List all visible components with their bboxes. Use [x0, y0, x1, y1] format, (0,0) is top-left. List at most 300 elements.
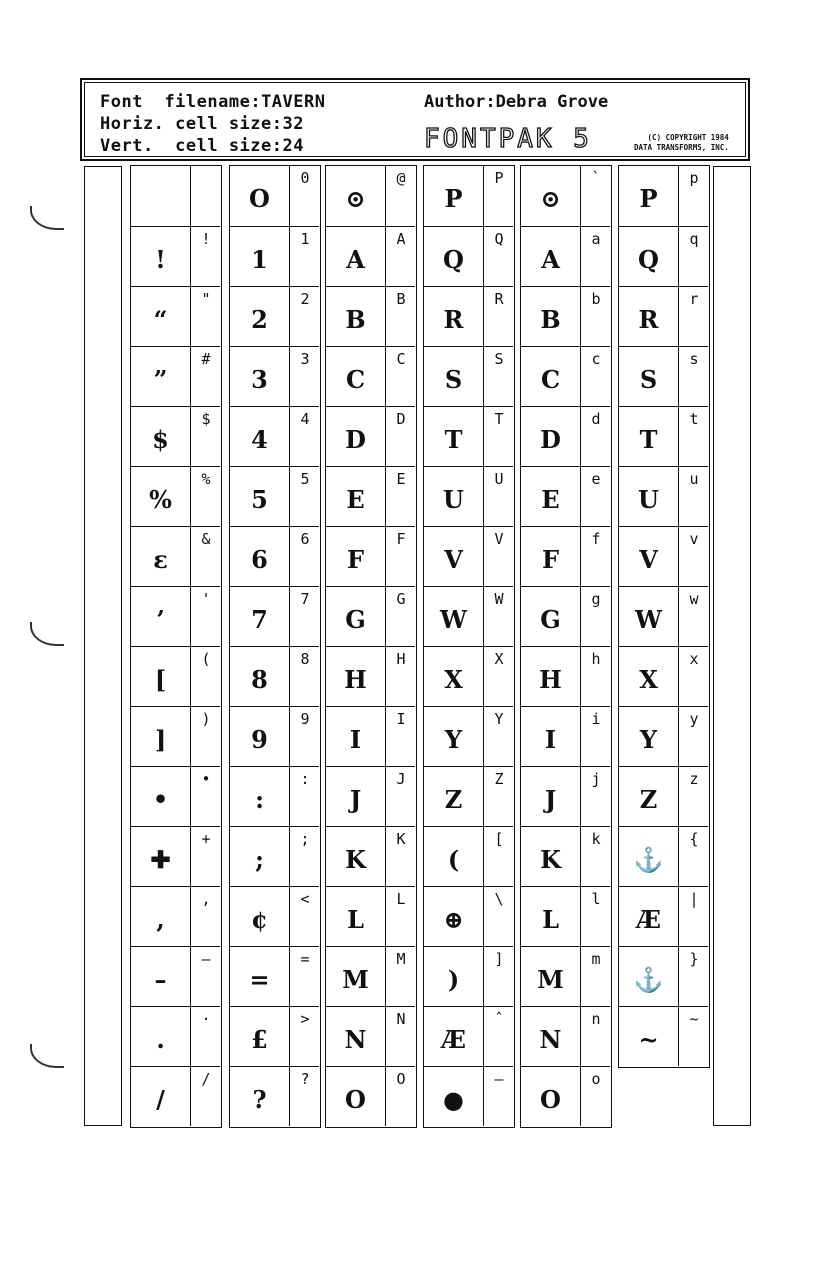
- glyph-cell: [521, 526, 610, 586]
- font-glyph: C: [540, 365, 561, 394]
- key-character: `: [591, 169, 601, 187]
- font-glyph: •: [152, 785, 169, 814]
- glyph-cell: [619, 766, 708, 826]
- font-glyph: O: [345, 1085, 366, 1114]
- font-glyph: K: [345, 845, 366, 874]
- key-character: E: [396, 470, 406, 488]
- key-character: ~: [689, 1010, 699, 1028]
- key-character: R: [494, 290, 504, 308]
- glyph-cell: [424, 766, 513, 826]
- font-glyph: ε: [153, 545, 168, 574]
- key-character: V: [494, 530, 504, 548]
- glyph-cell: [131, 406, 220, 466]
- key-character: o: [591, 1070, 601, 1088]
- key-character: ): [201, 710, 211, 728]
- font-glyph: Q: [443, 245, 464, 274]
- author-value: Debra Grove: [495, 92, 609, 112]
- cell-divider: [289, 647, 290, 706]
- vert-cell-size-value: 24: [282, 136, 304, 156]
- glyph-cell: [326, 706, 415, 766]
- cell-divider: [483, 647, 484, 706]
- key-character: Y: [494, 710, 504, 728]
- glyph-cell: [131, 346, 220, 406]
- font-glyph: W: [440, 605, 467, 634]
- cell-divider: [289, 407, 290, 466]
- font-glyph: A: [541, 245, 560, 274]
- key-character: #: [201, 350, 211, 368]
- glyph-cell: [521, 406, 610, 466]
- font-glyph: B: [345, 305, 366, 334]
- font-glyph: I: [544, 725, 557, 754]
- glyph-cell: [521, 886, 610, 946]
- binder-hole: [30, 622, 64, 646]
- key-character: N: [396, 1010, 406, 1028]
- glyph-cell: [131, 1006, 220, 1066]
- font-glyph: !: [155, 245, 166, 274]
- font-glyph: ’: [156, 605, 165, 634]
- glyph-cell: [230, 766, 319, 826]
- cell-divider: [483, 166, 484, 226]
- glyph-cell: [131, 826, 220, 886]
- key-character: >: [300, 1010, 310, 1028]
- glyph-cell: [521, 946, 610, 1006]
- key-character: j: [591, 770, 601, 788]
- font-glyph: M: [342, 965, 369, 994]
- font-glyph: V: [444, 545, 463, 574]
- key-character: q: [689, 230, 699, 248]
- cell-divider: [190, 587, 191, 646]
- key-character: ?: [300, 1070, 310, 1088]
- glyph-cell: [424, 466, 513, 526]
- key-character: u: [689, 470, 699, 488]
- key-character: a: [591, 230, 601, 248]
- cell-divider: [580, 707, 581, 766]
- cell-divider: [385, 827, 386, 886]
- cell-divider: [483, 347, 484, 406]
- font-glyph: P: [639, 184, 658, 213]
- cell-divider: [678, 827, 679, 886]
- font-glyph: ]: [154, 725, 167, 754]
- author-line: [424, 92, 608, 112]
- font-glyph: Z: [444, 785, 463, 814]
- key-character: v: [689, 530, 699, 548]
- glyph-cell: [424, 1066, 513, 1126]
- font-glyph: S: [639, 365, 658, 394]
- horiz-cell-size-label: Horiz. cell size:: [100, 114, 283, 134]
- cell-divider: [385, 407, 386, 466]
- cell-divider: [580, 1067, 581, 1126]
- key-character: @: [396, 169, 406, 187]
- glyph-cell: [424, 226, 513, 286]
- font-glyph: (: [447, 845, 460, 874]
- font-glyph: 4: [251, 425, 268, 454]
- key-character: 6: [300, 530, 310, 548]
- cell-divider: [385, 527, 386, 586]
- key-character: –: [201, 950, 211, 968]
- key-character: L: [396, 890, 406, 908]
- glyph-cell: [424, 526, 513, 586]
- key-character: <: [300, 890, 310, 908]
- key-character: f: [591, 530, 601, 548]
- cell-divider: [678, 587, 679, 646]
- cell-divider: [385, 1007, 386, 1066]
- key-character: ]: [494, 950, 504, 968]
- glyph-cell: [230, 406, 319, 466]
- cell-divider: [678, 527, 679, 586]
- cell-divider: [385, 1067, 386, 1126]
- key-character: W: [494, 590, 504, 608]
- cell-divider: [190, 1007, 191, 1066]
- cell-divider: [580, 287, 581, 346]
- key-character: 2: [300, 290, 310, 308]
- cell-divider: [289, 166, 290, 226]
- right-margin-rail: [713, 166, 751, 1126]
- cell-divider: [289, 527, 290, 586]
- glyph-cell: [619, 466, 708, 526]
- cell-divider: [483, 227, 484, 286]
- glyph-cell: [521, 646, 610, 706]
- font-glyph: £: [251, 1025, 268, 1054]
- glyph-cell: [230, 946, 319, 1006]
- glyph-cell: [424, 646, 513, 706]
- glyph-cell: [326, 946, 415, 1006]
- cell-divider: [483, 407, 484, 466]
- key-character: i: [591, 710, 601, 728]
- glyph-cell: [619, 166, 708, 226]
- glyph-cell: [619, 826, 708, 886]
- font-glyph: Z: [639, 785, 658, 814]
- font-glyph: ●: [443, 1085, 464, 1114]
- key-character: :: [300, 770, 310, 788]
- glyph-cell: [521, 826, 610, 886]
- cell-divider: [580, 227, 581, 286]
- glyph-cell: [131, 766, 220, 826]
- glyph-column: [423, 165, 515, 1128]
- glyph-cell: [131, 886, 220, 946]
- font-glyph: 2: [251, 305, 268, 334]
- font-glyph: H: [344, 665, 367, 694]
- cell-divider: [190, 287, 191, 346]
- key-character: %: [201, 470, 211, 488]
- cell-divider: [385, 467, 386, 526]
- font-glyph: C: [345, 365, 366, 394]
- cell-divider: [289, 707, 290, 766]
- key-character: +: [201, 830, 211, 848]
- cell-divider: [385, 227, 386, 286]
- font-glyph: L: [347, 905, 364, 934]
- key-character: B: [396, 290, 406, 308]
- glyph-cell: [131, 466, 220, 526]
- font-glyph: %: [149, 485, 172, 514]
- glyph-cell: [619, 706, 708, 766]
- glyph-cell: [424, 286, 513, 346]
- cell-divider: [289, 1067, 290, 1126]
- font-glyph: –: [154, 965, 167, 994]
- key-character: g: [591, 590, 601, 608]
- font-glyph: [: [154, 665, 167, 694]
- glyph-column: [520, 165, 612, 1128]
- cell-divider: [580, 827, 581, 886]
- cell-divider: [678, 287, 679, 346]
- key-character: •: [201, 770, 211, 788]
- key-character: e: [591, 470, 601, 488]
- cell-divider: [385, 287, 386, 346]
- key-character: k: [591, 830, 601, 848]
- glyph-cell: [131, 1066, 220, 1126]
- cell-divider: [289, 227, 290, 286]
- key-character: F: [396, 530, 406, 548]
- font-glyph: B: [540, 305, 561, 334]
- cell-divider: [289, 467, 290, 526]
- key-character: l: [591, 890, 601, 908]
- cell-divider: [678, 407, 679, 466]
- glyph-cell: [619, 646, 708, 706]
- glyph-column: [130, 165, 222, 1128]
- glyph-cell: [424, 406, 513, 466]
- glyph-cell: [619, 1006, 708, 1066]
- key-character: ': [201, 590, 211, 608]
- cell-divider: [678, 767, 679, 826]
- cell-divider: [580, 887, 581, 946]
- cell-divider: [580, 407, 581, 466]
- glyph-cell: [424, 166, 513, 226]
- cell-divider: [580, 947, 581, 1006]
- copyright-line: (C) COPYRIGHT 1984: [647, 133, 729, 142]
- key-character: S: [494, 350, 504, 368]
- glyph-cell: [619, 286, 708, 346]
- key-character: P: [494, 169, 504, 187]
- cell-divider: [580, 1007, 581, 1066]
- glyph-cell: [326, 286, 415, 346]
- key-character: G: [396, 590, 406, 608]
- key-character: X: [494, 650, 504, 668]
- glyph-cell: [230, 286, 319, 346]
- font-glyph: J: [349, 785, 362, 814]
- key-character: !: [201, 230, 211, 248]
- glyph-cell: [424, 586, 513, 646]
- glyph-cell: [230, 526, 319, 586]
- font-glyph: ¢: [251, 905, 268, 934]
- vert-cell-size-label: Vert. cell size:: [100, 136, 283, 156]
- font-glyph: D: [345, 425, 366, 454]
- cell-divider: [678, 166, 679, 226]
- font-glyph: Y: [444, 725, 463, 754]
- key-character: 1: [300, 230, 310, 248]
- cell-divider: [190, 827, 191, 886]
- cell-divider: [580, 166, 581, 226]
- cell-divider: [483, 887, 484, 946]
- cell-divider: [289, 767, 290, 826]
- glyph-cell: [326, 886, 415, 946]
- key-character: O: [396, 1070, 406, 1088]
- cell-divider: [289, 287, 290, 346]
- copyright-notice: [634, 133, 729, 153]
- cell-divider: [289, 347, 290, 406]
- glyph-cell: [521, 226, 610, 286]
- cell-divider: [385, 707, 386, 766]
- cell-divider: [190, 767, 191, 826]
- glyph-cell: [230, 826, 319, 886]
- key-character: 4: [300, 410, 310, 428]
- key-character: ˆ: [494, 1010, 504, 1028]
- glyph-cell: [521, 466, 610, 526]
- cell-divider: [190, 407, 191, 466]
- font-glyph: F: [346, 545, 365, 574]
- key-character: M: [396, 950, 406, 968]
- cell-divider: [483, 1067, 484, 1126]
- cell-divider: [190, 1067, 191, 1126]
- font-glyph: U: [443, 485, 464, 514]
- font-glyph: 8: [251, 665, 268, 694]
- font-glyph: G: [345, 605, 366, 634]
- font-glyph: =: [249, 965, 270, 994]
- cell-divider: [483, 827, 484, 886]
- key-character: s: [689, 350, 699, 368]
- cell-divider: [678, 647, 679, 706]
- font-glyph: ⊙: [345, 184, 366, 213]
- font-glyph: /: [156, 1085, 165, 1114]
- company-line: DATA TRANSFORMS, INC.: [634, 143, 729, 152]
- key-character: m: [591, 950, 601, 968]
- cell-divider: [385, 767, 386, 826]
- key-character: H: [396, 650, 406, 668]
- cell-divider: [385, 887, 386, 946]
- glyph-cell: [424, 706, 513, 766]
- font-glyph: ✚: [150, 845, 171, 874]
- key-character: Z: [494, 770, 504, 788]
- glyph-cell: [521, 706, 610, 766]
- key-character: 9: [300, 710, 310, 728]
- fontpak-logo: FONTPAK 5: [424, 124, 592, 154]
- key-character: $: [201, 410, 211, 428]
- glyph-cell: [619, 226, 708, 286]
- key-character: y: [689, 710, 699, 728]
- key-character: \: [494, 890, 504, 908]
- font-glyph: E: [346, 485, 365, 514]
- glyph-cell: [521, 766, 610, 826]
- cell-divider: [190, 887, 191, 946]
- key-character: 8: [300, 650, 310, 668]
- key-character: [: [494, 830, 504, 848]
- glyph-cell: [424, 826, 513, 886]
- cell-divider: [483, 1007, 484, 1066]
- font-info-header: [80, 78, 750, 161]
- filename-value: TAVERN: [261, 92, 326, 112]
- cell-divider: [678, 947, 679, 1006]
- glyph-cell: [619, 346, 708, 406]
- glyph-cell: [521, 346, 610, 406]
- cell-divider: [678, 1007, 679, 1066]
- font-glyph: :: [255, 785, 264, 814]
- cell-divider: [678, 707, 679, 766]
- font-glyph: ⚓: [633, 965, 664, 994]
- key-character: I: [396, 710, 406, 728]
- font-glyph: D: [540, 425, 561, 454]
- font-glyph: Æ: [441, 1025, 466, 1054]
- font-glyph: L: [542, 905, 559, 934]
- key-character: ": [201, 290, 211, 308]
- left-margin-rail: [84, 166, 122, 1126]
- cell-divider: [483, 767, 484, 826]
- font-glyph: K: [540, 845, 561, 874]
- font-glyph: ,: [156, 905, 165, 934]
- glyph-cell: [230, 1006, 319, 1066]
- font-glyph: ⊙: [540, 184, 561, 213]
- cell-divider: [289, 1007, 290, 1066]
- cell-divider: [580, 587, 581, 646]
- key-character: ·: [201, 1010, 211, 1028]
- key-character: A: [396, 230, 406, 248]
- font-glyph: S: [444, 365, 463, 394]
- glyph-cell: [521, 1006, 610, 1066]
- key-character: {: [689, 830, 699, 848]
- glyph-cell: [230, 346, 319, 406]
- key-character: |: [689, 890, 699, 908]
- cell-divider: [190, 707, 191, 766]
- cell-divider: [580, 467, 581, 526]
- binder-hole: [30, 206, 64, 230]
- key-character: 3: [300, 350, 310, 368]
- key-character: &: [201, 530, 211, 548]
- glyph-cell: [326, 226, 415, 286]
- font-glyph: 5: [251, 485, 268, 514]
- cell-divider: [678, 227, 679, 286]
- cell-divider: [190, 947, 191, 1006]
- key-character: T: [494, 410, 504, 428]
- key-character: ,: [201, 890, 211, 908]
- font-glyph: ;: [255, 845, 264, 874]
- font-glyph: A: [346, 245, 365, 274]
- glyph-cell: [424, 1006, 513, 1066]
- key-character: h: [591, 650, 601, 668]
- glyph-cell: [131, 586, 220, 646]
- font-glyph: 9: [251, 725, 268, 754]
- font-glyph: ⚓: [633, 845, 664, 874]
- cell-divider: [483, 527, 484, 586]
- horiz-cell-size-line: [100, 114, 304, 134]
- key-character: ;: [300, 830, 310, 848]
- cell-divider: [289, 887, 290, 946]
- font-glyph: ⊕: [443, 905, 464, 934]
- key-character: C: [396, 350, 406, 368]
- glyph-cell: [230, 646, 319, 706]
- glyph-cell: [131, 946, 220, 1006]
- cell-divider: [483, 587, 484, 646]
- glyph-cell: [326, 1006, 415, 1066]
- font-label: Font: [100, 92, 143, 112]
- glyph-cell: [131, 706, 220, 766]
- glyph-cell: [619, 586, 708, 646]
- font-glyph: .: [156, 1025, 165, 1054]
- cell-divider: [385, 947, 386, 1006]
- glyph-column: [618, 165, 710, 1068]
- key-character: 5: [300, 470, 310, 488]
- font-glyph: T: [444, 425, 463, 454]
- glyph-cell: [424, 346, 513, 406]
- key-character: d: [591, 410, 601, 428]
- glyph-cell: [230, 886, 319, 946]
- cell-divider: [678, 467, 679, 526]
- glyph-cell: [326, 646, 415, 706]
- glyph-cell: [326, 166, 415, 226]
- font-glyph: Y: [639, 725, 658, 754]
- glyph-cell: [326, 766, 415, 826]
- cell-divider: [580, 527, 581, 586]
- author-label: Author:: [424, 92, 496, 112]
- font-glyph: 7: [251, 605, 268, 634]
- glyph-cell: [131, 526, 220, 586]
- font-glyph: 3: [251, 365, 268, 394]
